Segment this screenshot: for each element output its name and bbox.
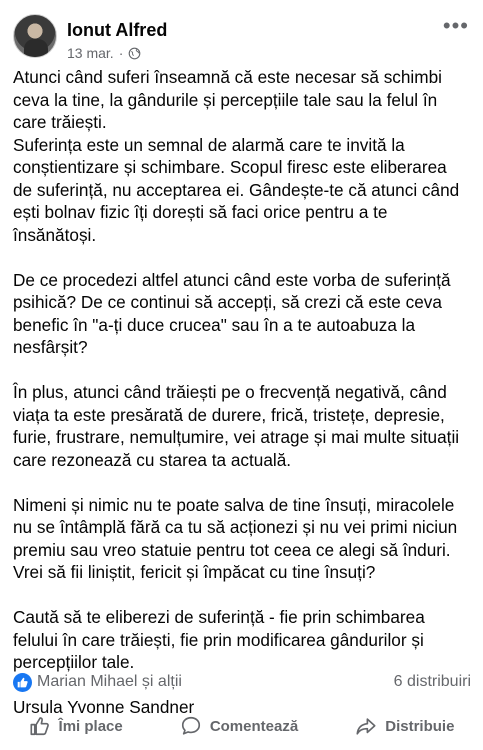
globe-icon (128, 47, 141, 60)
share-label: Distribuie (385, 717, 455, 735)
thumbs-up-icon (29, 715, 51, 737)
comment-bubble-icon (180, 715, 202, 737)
more-dots-icon[interactable]: ••• (442, 13, 469, 38)
post-line: ești bolnav fizic îți dorești să faci orice pentru a te (13, 202, 388, 222)
post-line: ceva la tine, la gândurile și percepțiile tale sau la felul în (13, 89, 438, 110)
like-label: Îmi place (58, 717, 123, 735)
post-line: Suferința este un semnal de alarmă care te invită la (13, 134, 405, 155)
post-line: De ce procedezi altfel atunci când este vorba de suferință (13, 269, 451, 290)
reactions-bar (13, 672, 471, 696)
paragraph-gap (13, 471, 475, 494)
comment-button[interactable] (180, 715, 298, 737)
paragraph-gap (13, 359, 475, 382)
post-actions (0, 706, 483, 746)
shares-count[interactable]: 6 distribuiri (393, 673, 471, 690)
post-line: psihică? De ce continui să accepți, să crezi că este ceva (13, 292, 442, 312)
post-line: Nimeni și nimic nu te poate salva de tine însuți, miracolele (13, 494, 455, 515)
post-line: Ursula Yvonne Sandner (13, 697, 195, 717)
share-arrow-icon (355, 715, 377, 737)
post-line: percepțiilor tale. (13, 652, 135, 672)
author-name[interactable]: Ionut Alfred (67, 20, 168, 40)
post-line: Caută să te eliberezi de suferință - fie prin schimbarea (13, 607, 425, 627)
post-line: Vrei să fii liniștit, fericit și împăcat cu tine însuți? (13, 562, 376, 582)
avatar[interactable] (13, 14, 57, 58)
post-line: Atunci când suferi înseamnă că este necesar să schimbi (13, 67, 442, 87)
post-line: benefic în "a-ți duce crucea" sau în a te autoabuza la (13, 314, 416, 335)
post-line: care trăiești. (13, 112, 107, 132)
post-date[interactable]: 13 mar. (67, 45, 114, 61)
post-line: felului în care trăiești, fie prin modificarea gândurilor și (13, 629, 424, 650)
post-line: conștientizare și schimbare. Scopul firesc este eliberarea (13, 157, 447, 177)
paragraph-gap (13, 246, 475, 269)
post-line: nu se întâmplă fără ca tu să acționezi și nu vei primi niciun (13, 517, 458, 537)
post-line: furie, frustrare, nemulțumire, vei atrage și mai multe situații (13, 427, 460, 447)
post-line: premiu sau vreo statuie pentru tot ceea ce alegi să înduri. (13, 539, 451, 560)
post-line: nesfârșit? (13, 337, 88, 357)
post-header (0, 0, 483, 64)
post-line: În plus, atunci când trăiești pe o frecvență negativă, când (13, 382, 447, 402)
post-line: de suferință, nu acceptarea ei. Gândește-te că atunci când (13, 179, 460, 200)
post-line: însănătoși. (13, 224, 97, 245)
comment-label: Comentează (209, 717, 299, 735)
meta-separator: · (118, 45, 124, 61)
post-line: care rezonează cu starea ta actuală. (13, 449, 292, 470)
like-reaction-icon[interactable] (13, 673, 32, 692)
paragraph-gap (13, 584, 475, 607)
reactors-text[interactable]: Marian Mihael și alții (37, 673, 182, 690)
post-meta (67, 45, 141, 61)
like-button[interactable] (29, 715, 123, 737)
share-button[interactable] (355, 715, 454, 737)
post-line: viața ta este presărată de durere, frică, tristețe, depresie, (13, 404, 445, 425)
post-text (13, 66, 475, 719)
